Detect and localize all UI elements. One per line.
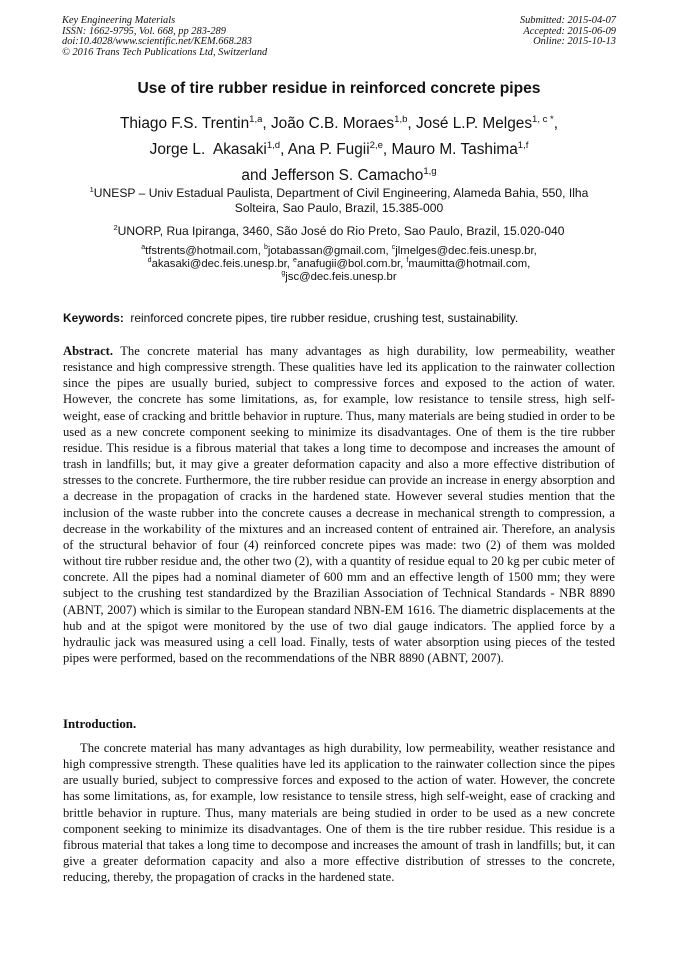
author-line	[30, 111, 648, 137]
email-address: jotabassan@gmail.com,	[267, 245, 392, 257]
author-emails	[50, 245, 628, 285]
issn-line: ISSN: 1662-9795, Vol. 668, pp 283-289	[62, 25, 226, 37]
abstract-text: The concrete material has many advantages as high durability, low permeability, weather resistance and high compressive strength. These qualities have led its application to the rainwater collection since the pipes are usually buried, subject to compressive forces and exposed to the action of water. However, the concrete has some limitations, as, for example, low resistance to tensile stress, high self-weight, ease of cracking and brittle behavior in rupture. Thus, many materials are being studied in order to be used as a new concrete component seeking to minimize its disadvantages. One of them is the tire rubber residue. This residue is a fibrous material that takes a long time to decompose and increases the amount of trash in landfills; but, it may give a greater deformation capacity and also a more effective distribution of stresses to the concrete. Furthermore, the tire rubber residue can provide an increase in energy absorption and a decrease in the propagation of cracks in the hardened state. However several studies mention that the inclusion of the waste rubber into the concrete causes a decrease in mechanical strength to compression, a decrease in the workability of the mixtures and an increased content of entrained air. Therefore, an analysis of the structural behavior of four (4) reinforced concrete pipes was made: two (2) of them was molded without tire rubber residue and, the other two (2), with a quantity of residue equal to 20 kg per cubic meter of concrete. All the pipes had a nominal diameter of 600 mm and an effective length of 1500 mm; they were subject to the crushing test standardized by the Brazilian Association of Technical Standards - NBR 8890 (ABNT, 2007) which is similar to the European standard NBN-EM 1616. The diametric displacements at the hub and at the spigot were monitored by the use of two dial gauge indicators. The applied force by a hydraulic jack was measured using a cell load. Finally, tests of water absorption using pieces of the tested pipes were performed, based on the recommendations of the NBR 8890 (ABNT, 2007).	[63, 344, 615, 665]
online-date: Online: 2015-10-13	[533, 36, 616, 48]
affiliation-line: UNESP – Univ Estadual Paulista, Department of Civil Engineering, Alameda Bahia, 550, Ilha	[93, 186, 589, 200]
doi-line: doi:10.4028/www.scientific.net/KEM.668.283	[62, 36, 252, 48]
author-separator: ,	[407, 115, 416, 132]
author-affiliation-mark: 1,a	[249, 113, 263, 125]
author-affiliation-mark: 2,e	[369, 139, 383, 151]
email-address: jlmelges@dec.feis.unesp.br,	[395, 245, 537, 257]
affiliation-line: UNORP, Rua Ipiranga, 3460, São José do Rio Preto, Sao Paulo, Brazil, 15.020-040	[117, 224, 565, 238]
author-list	[30, 111, 648, 189]
keywords-label: Keywords:	[63, 311, 124, 325]
affiliation-line: Solteira, Sao Paulo, Brazil, 15.385-000	[234, 201, 444, 216]
author-affiliation-mark: 1, c *	[532, 113, 554, 125]
email-address: anafugii@bol.com.br,	[296, 258, 407, 271]
email-mark: c	[391, 244, 396, 252]
abstract-label: Abstract.	[63, 344, 114, 358]
accepted-date: Accepted: 2015-06-09	[523, 25, 616, 37]
email-mark: d	[147, 257, 152, 265]
affiliation-2	[50, 224, 628, 239]
email-mark: g	[281, 270, 286, 278]
email-address: jsc@dec.feis.unesp.br	[285, 271, 397, 284]
author-name: José L.P. Melges	[415, 115, 533, 132]
email-mark: a	[141, 244, 146, 252]
author-affiliation-mark: 1,g	[423, 165, 437, 177]
author-line	[30, 137, 648, 163]
paper-title: Use of tire rubber residue in reinforced concrete pipes	[137, 80, 541, 97]
introduction-paragraph: The concrete material has many advantages as high durability, low permeability, weather resistance and high compressive strength. These qualities have led its application to the rainwater collection since the pipes are usually buried, subject to compressive forces and exposed to the action of water. However, the concrete has some limitations, as, for example, low resistance to tensile stress, high self-weight, ease of cracking and brittle behavior in rupture. Thus, many materials are being studied in order to be used as a new concrete component seeking to minimize its disadvantages. One of them is the tire rubber residue. This residue is a fibrous material that takes a long time to decompose and increases the amount of trash in landfills; but, it can give a greater deformation capacity and also a more effective distribution of stresses to the concrete, reducing, thereby, the propagation of cracks in the hardened state.	[63, 741, 615, 885]
author-affiliation-mark: 1,f	[517, 139, 529, 151]
copyright-line: © 2016 Trans Tech Publications Ltd, Switzerland	[62, 46, 268, 58]
author-separator: ,	[382, 141, 392, 158]
author-name: Jorge L. Akasaki	[149, 141, 267, 158]
author-name: Jefferson S. Camacho	[271, 167, 424, 184]
author-name: Thiago F.S. Trentin	[119, 115, 250, 132]
author-affiliation-mark: 1,d	[266, 139, 281, 151]
author-name: Ana P. Fugii	[287, 141, 370, 158]
keywords	[63, 311, 618, 325]
publication-dates	[520, 16, 616, 48]
submitted-date: Submitted: 2015-04-07	[519, 15, 616, 26]
journal-info	[62, 16, 267, 58]
email-mark: b	[263, 244, 268, 252]
affiliation-mark: 2	[113, 222, 118, 232]
email-line	[50, 258, 628, 271]
email-line	[50, 271, 628, 284]
affiliation-1	[50, 186, 628, 217]
author-conjunction: and	[241, 167, 272, 184]
section-heading-introduction: Introduction.	[63, 717, 137, 731]
author-separator: ,	[553, 115, 559, 132]
email-address: tfstrents@hotmail.com,	[145, 245, 264, 257]
email-mark: f	[406, 257, 409, 265]
author-separator: ,	[262, 115, 271, 132]
abstract	[63, 343, 615, 666]
email-address: maumitta@hotmail.com,	[408, 258, 531, 271]
author-affiliation-mark: 1,b	[394, 113, 408, 125]
email-mark: e	[293, 257, 297, 265]
journal-name: Key Engineering Materials	[62, 15, 176, 26]
author-name: João C.B. Moraes	[270, 115, 395, 132]
keywords-text: reinforced concrete pipes, tire rubber residue, crushing test, sustainability.	[130, 311, 519, 325]
affiliation-mark: 1	[89, 184, 94, 194]
email-address: akasaki@dec.feis.unesp.br,	[151, 258, 294, 271]
author-separator: ,	[280, 141, 288, 158]
author-name: Mauro M. Tashima	[391, 141, 518, 158]
email-line	[50, 245, 628, 258]
